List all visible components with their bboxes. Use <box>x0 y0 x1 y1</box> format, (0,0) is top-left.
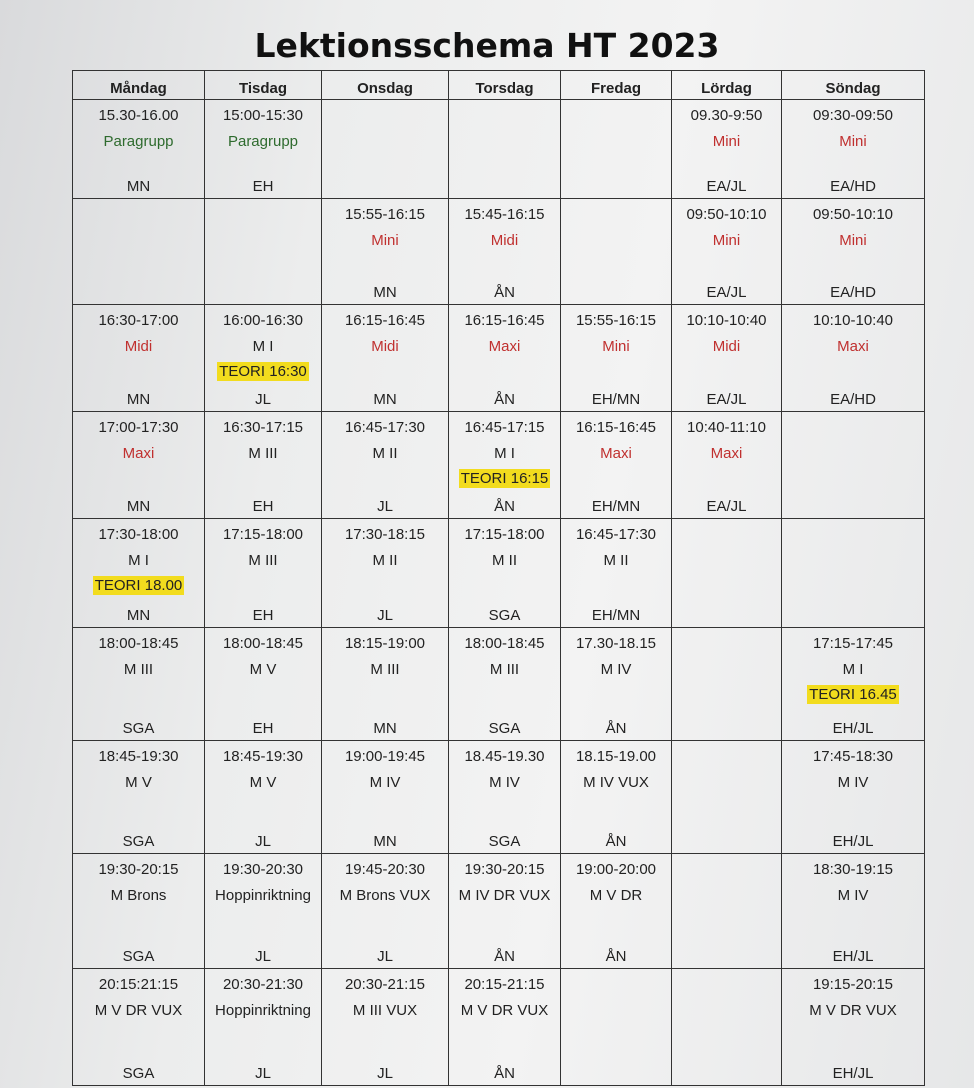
lesson-group: Mini <box>839 133 867 150</box>
lesson-teacher: MN <box>126 178 151 195</box>
lesson-teacher: EH/MN <box>591 391 641 408</box>
lesson-cell-friday <box>561 628 672 741</box>
lesson-teacher: MN <box>373 284 397 301</box>
lesson-teacher: EH/MN <box>591 498 641 515</box>
lesson-teacher: SGA <box>488 833 521 850</box>
lesson-time: 10:40-11:10 <box>687 419 766 436</box>
lesson-teacher: ÅN <box>494 284 515 301</box>
day-header-wednesday: Onsdag <box>322 71 449 100</box>
lesson-cell-saturday <box>672 100 782 199</box>
lesson-teacher: ÅN <box>605 833 627 850</box>
lesson-group: Mini <box>712 232 741 249</box>
lesson-time: 16:30-17:00 <box>98 312 179 329</box>
lesson-cell-tuesday <box>205 854 322 969</box>
lesson-cell-saturday <box>672 741 782 854</box>
lesson-group: Maxi <box>837 338 869 355</box>
lesson-group: M IV VUX <box>583 774 649 791</box>
teori-highlight: TEORI 18.00 <box>94 577 183 594</box>
lesson-group: M II <box>372 552 398 569</box>
lesson-time: 16:45-17:15 <box>464 419 545 436</box>
teori-highlight: TEORI 16:15 <box>460 470 549 487</box>
lesson-group: M III <box>248 552 278 569</box>
lesson-group: M V <box>249 661 277 678</box>
lesson-time: 16:45-17:30 <box>575 526 657 543</box>
lesson-cell-wednesday <box>322 305 449 412</box>
lesson-group: M IV <box>369 774 401 791</box>
lesson-group: M III <box>489 661 520 678</box>
lesson-time: 20:15:21:15 <box>98 976 179 993</box>
lesson-group: Mini <box>371 232 399 249</box>
lesson-teacher: ÅN <box>494 948 515 965</box>
lesson-teacher: ÅN <box>494 1065 515 1082</box>
lesson-cell-sunday <box>782 854 925 969</box>
lesson-cell-thursday <box>449 519 561 628</box>
lesson-group: M I <box>494 445 515 462</box>
lesson-teacher: JL <box>377 607 393 624</box>
lesson-cell-sunday <box>782 100 925 199</box>
lesson-cell-saturday <box>672 412 782 519</box>
lesson-time: 15:55-16:15 <box>344 206 426 223</box>
lesson-cell-sunday <box>782 628 925 741</box>
lesson-cell-tuesday <box>205 741 322 854</box>
lesson-time: 17:00-17:30 <box>98 419 179 436</box>
schedule-row <box>73 854 925 969</box>
lesson-group: Hoppinriktning <box>215 887 311 904</box>
lesson-group: Mini <box>712 133 741 150</box>
lesson-group: Mini <box>839 232 867 249</box>
lesson-time: 20:30-21:15 <box>344 976 426 993</box>
lesson-group: Mini <box>602 338 630 355</box>
day-header-sunday: Söndag <box>782 71 925 100</box>
lesson-group: M V DR VUX <box>809 1002 897 1019</box>
lesson-group: M V DR <box>589 887 643 904</box>
lesson-group: M IV <box>837 774 869 791</box>
lesson-group: Midi <box>712 338 741 355</box>
lesson-time: 17:15-18:00 <box>222 526 304 543</box>
lesson-cell-saturday <box>672 305 782 412</box>
lesson-cell-monday <box>73 199 205 305</box>
lesson-group: Maxi <box>600 445 632 462</box>
lesson-time: 19:15-20:15 <box>812 976 894 993</box>
lesson-time: 16:15-16:45 <box>575 419 657 436</box>
lesson-cell-thursday <box>449 412 561 519</box>
lesson-group: M III <box>123 661 154 678</box>
schedule-row <box>73 519 925 628</box>
lesson-cell-tuesday <box>205 628 322 741</box>
lesson-teacher: EH/JL <box>832 720 874 737</box>
lesson-teacher: ÅN <box>494 498 515 515</box>
lesson-cell-friday <box>561 199 672 305</box>
lesson-time: 17:30-18:00 <box>98 526 179 543</box>
lesson-teacher: JL <box>377 948 393 965</box>
lesson-cell-tuesday <box>205 305 322 412</box>
lesson-time: 16:30-17:15 <box>222 419 304 436</box>
lesson-time: 19:45-20:30 <box>344 861 426 878</box>
lesson-cell-sunday <box>782 741 925 854</box>
lesson-time: 17.30-18.15 <box>575 635 657 652</box>
lesson-time: 15:55-16:15 <box>575 312 657 329</box>
lesson-cell-thursday <box>449 628 561 741</box>
lesson-cell-monday <box>73 969 205 1086</box>
lesson-cell-wednesday <box>322 741 449 854</box>
lesson-time: 09:30-09:50 <box>812 107 894 124</box>
lesson-teacher: EA/HD <box>830 284 876 301</box>
lesson-cell-friday <box>561 100 672 199</box>
lesson-cell-sunday <box>782 519 925 628</box>
lesson-cell-thursday <box>449 969 561 1086</box>
lesson-cell-thursday <box>449 741 561 854</box>
lesson-cell-monday <box>73 305 205 412</box>
schedule-table <box>72 70 925 1086</box>
lesson-teacher: JL <box>255 833 271 850</box>
lesson-cell-thursday <box>449 199 561 305</box>
lesson-cell-monday <box>73 854 205 969</box>
lesson-cell-sunday <box>782 305 925 412</box>
lesson-cell-saturday <box>672 199 782 305</box>
lesson-time: 17:15-18:00 <box>464 526 545 543</box>
lesson-cell-saturday <box>672 519 782 628</box>
lesson-teacher: ÅN <box>494 391 515 408</box>
lesson-cell-monday <box>73 741 205 854</box>
lesson-group: M IV <box>489 774 520 791</box>
lesson-time: 20:30-21:30 <box>222 976 304 993</box>
lesson-cell-wednesday <box>322 969 449 1086</box>
lesson-time: 09:50-10:10 <box>686 206 767 223</box>
lesson-time: 18:45-19:30 <box>222 748 304 765</box>
schedule-row <box>73 305 925 412</box>
lesson-teacher: MN <box>126 607 151 624</box>
lesson-cell-saturday <box>672 969 782 1086</box>
lesson-cell-thursday <box>449 854 561 969</box>
lesson-time: 20:15-21:15 <box>464 976 545 993</box>
lesson-group: M II <box>492 552 517 569</box>
lesson-group: M IV <box>600 661 632 678</box>
lesson-cell-tuesday <box>205 100 322 199</box>
lesson-teacher: EA/JL <box>706 178 747 195</box>
lesson-time: 16:00-16:30 <box>222 312 304 329</box>
lesson-time: 15:00-15:30 <box>222 107 304 124</box>
lesson-group: M IV DR VUX <box>458 887 551 904</box>
lesson-group: Midi <box>371 338 399 355</box>
lesson-time: 09.30-9:50 <box>690 107 763 124</box>
day-header-tuesday: Tisdag <box>205 71 322 100</box>
lesson-teacher: MN <box>373 720 397 737</box>
lesson-teacher: SGA <box>122 1065 155 1082</box>
lesson-group: Maxi <box>710 445 743 462</box>
lesson-teacher: ÅN <box>605 720 627 737</box>
lesson-teacher: EH <box>252 498 274 515</box>
lesson-group: M I <box>128 552 149 569</box>
lesson-group: Paragrupp <box>227 133 299 150</box>
lesson-teacher: SGA <box>488 720 521 737</box>
lesson-time: 18:00-18:45 <box>98 635 179 652</box>
lesson-teacher: MN <box>126 498 151 515</box>
lesson-cell-saturday <box>672 628 782 741</box>
schedule-row <box>73 741 925 854</box>
lesson-teacher: EH <box>252 607 274 624</box>
lesson-cell-thursday <box>449 100 561 199</box>
lesson-time: 19:00-19:45 <box>344 748 426 765</box>
lesson-time: 17:45-18:30 <box>812 748 894 765</box>
lesson-time: 16:15-16:45 <box>464 312 545 329</box>
lesson-teacher: EA/HD <box>830 178 876 195</box>
lesson-group: M Brons <box>110 887 167 904</box>
lesson-time: 10:10-10:40 <box>686 312 767 329</box>
lesson-teacher: SGA <box>122 833 155 850</box>
lesson-teacher: EA/JL <box>706 391 747 408</box>
lesson-time: 15:45-16:15 <box>464 206 545 223</box>
lesson-cell-thursday <box>449 305 561 412</box>
lesson-time: 18.15-19.00 <box>575 748 657 765</box>
lesson-time: 18.45-19.30 <box>464 748 545 765</box>
lesson-group: Paragrupp <box>103 133 174 150</box>
schedule-row <box>73 199 925 305</box>
lesson-time: 18:45-19:30 <box>98 748 179 765</box>
lesson-teacher: EA/JL <box>706 284 747 301</box>
lesson-cell-friday <box>561 969 672 1086</box>
lesson-cell-sunday <box>782 412 925 519</box>
day-header-row <box>73 71 925 100</box>
lesson-teacher: JL <box>377 1065 393 1082</box>
lesson-cell-wednesday <box>322 628 449 741</box>
lesson-teacher: SGA <box>488 607 521 624</box>
lesson-teacher: EH/JL <box>832 948 874 965</box>
lesson-teacher: JL <box>377 498 393 515</box>
lesson-time: 17:15-17:45 <box>812 635 894 652</box>
lesson-cell-monday <box>73 100 205 199</box>
lesson-teacher: EH <box>252 178 274 195</box>
lesson-cell-wednesday <box>322 199 449 305</box>
teori-highlight: TEORI 16.45 <box>809 686 897 703</box>
lesson-cell-friday <box>561 741 672 854</box>
schedule-row <box>73 628 925 741</box>
lesson-group: M III <box>248 445 278 462</box>
lesson-cell-wednesday <box>322 100 449 199</box>
lesson-cell-monday <box>73 519 205 628</box>
lesson-teacher: SGA <box>122 948 155 965</box>
lesson-teacher: MN <box>373 833 397 850</box>
lesson-time: 16:15-16:45 <box>344 312 426 329</box>
lesson-time: 19:00-20:00 <box>575 861 657 878</box>
lesson-group: M V <box>125 774 152 791</box>
lesson-time: 15.30-16.00 <box>98 107 179 124</box>
lesson-time: 17:30-18:15 <box>344 526 426 543</box>
lesson-teacher: MN <box>373 391 397 408</box>
lesson-cell-friday <box>561 412 672 519</box>
lesson-time: 18:00-18:45 <box>464 635 545 652</box>
lesson-group: M III VUX <box>352 1002 418 1019</box>
lesson-time: 19:30-20:30 <box>222 861 304 878</box>
lesson-cell-monday <box>73 412 205 519</box>
lesson-cell-wednesday <box>322 519 449 628</box>
lesson-time: 19:30-20:15 <box>464 861 545 878</box>
day-header-monday: Måndag <box>73 71 205 100</box>
lesson-group: M III <box>370 661 400 678</box>
lesson-teacher: EH/JL <box>832 1065 874 1082</box>
lesson-cell-wednesday <box>322 412 449 519</box>
lesson-teacher: JL <box>255 1065 271 1082</box>
lesson-teacher: MN <box>126 391 151 408</box>
lesson-cell-friday <box>561 305 672 412</box>
lesson-group: M II <box>603 552 629 569</box>
lesson-teacher: EA/HD <box>830 391 876 408</box>
lesson-group: Midi <box>490 232 519 249</box>
lesson-group: M V DR VUX <box>94 1002 183 1019</box>
lesson-group: M V <box>249 774 277 791</box>
lesson-group: M II <box>372 445 398 462</box>
lesson-teacher: EA/JL <box>706 498 747 515</box>
lesson-cell-sunday <box>782 199 925 305</box>
schedule-row <box>73 969 925 1086</box>
lesson-time: 09:50-10:10 <box>812 206 894 223</box>
lesson-time: 18:30-19:15 <box>812 861 894 878</box>
lesson-teacher: EH/MN <box>591 607 641 624</box>
day-header-thursday: Torsdag <box>449 71 561 100</box>
lesson-group: Hoppinriktning <box>215 1002 311 1019</box>
lesson-group: Maxi <box>122 445 155 462</box>
lesson-cell-tuesday <box>205 519 322 628</box>
day-header-friday: Fredag <box>561 71 672 100</box>
lesson-time: 18:15-19:00 <box>344 635 426 652</box>
lesson-cell-tuesday <box>205 199 322 305</box>
schedule-row <box>73 412 925 519</box>
lesson-teacher: EH <box>252 720 274 737</box>
lesson-cell-friday <box>561 519 672 628</box>
day-header-saturday: Lördag <box>672 71 782 100</box>
lesson-teacher: EH/JL <box>832 833 874 850</box>
lesson-time: 16:45-17:30 <box>344 419 426 436</box>
lesson-time: 18:00-18:45 <box>222 635 304 652</box>
lesson-group: M I <box>252 338 274 355</box>
lesson-teacher: JL <box>255 948 271 965</box>
lesson-cell-wednesday <box>322 854 449 969</box>
lesson-cell-tuesday <box>205 969 322 1086</box>
lesson-cell-tuesday <box>205 412 322 519</box>
lesson-group: M V DR VUX <box>460 1002 549 1019</box>
lesson-teacher: JL <box>255 391 271 408</box>
lesson-cell-friday <box>561 854 672 969</box>
lesson-cell-monday <box>73 628 205 741</box>
schedule-row <box>73 100 925 199</box>
teori-highlight: TEORI 16:30 <box>219 363 307 380</box>
lesson-group: Midi <box>124 338 153 355</box>
lesson-group: Maxi <box>488 338 521 355</box>
lesson-group: M Brons VUX <box>339 887 431 904</box>
lesson-time: 19:30-20:15 <box>98 861 179 878</box>
lesson-group: M I <box>842 661 864 678</box>
lesson-teacher: SGA <box>122 720 155 737</box>
lesson-cell-sunday <box>782 969 925 1086</box>
page-title: Lektionsschema HT 2023 <box>254 26 720 65</box>
lesson-time: 10:10-10:40 <box>812 312 894 329</box>
lesson-cell-saturday <box>672 854 782 969</box>
lesson-group: M IV <box>837 887 869 904</box>
lesson-teacher: ÅN <box>605 948 627 965</box>
